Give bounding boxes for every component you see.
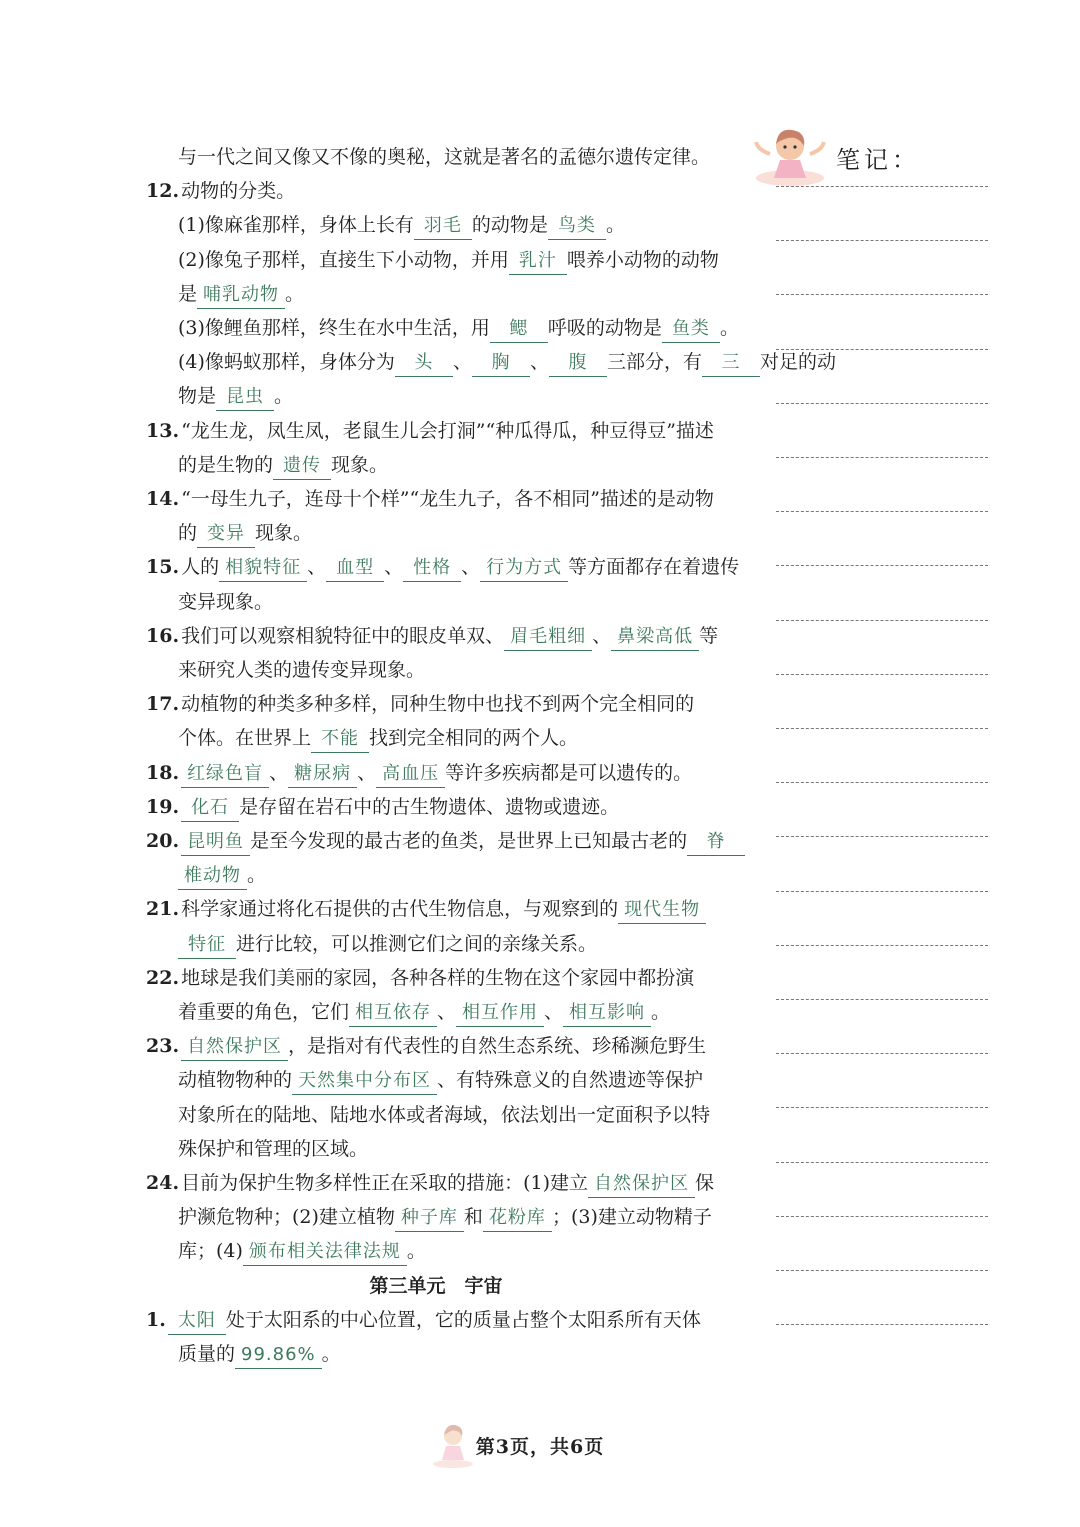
handwritten-answer: 种子库	[395, 1205, 464, 1232]
line-text: 和	[463, 1206, 483, 1229]
item-number: 21.	[146, 898, 180, 921]
text-line	[178, 858, 266, 892]
note-line	[776, 186, 988, 187]
line-text: 、	[544, 1001, 564, 1023]
line-text: 变异现象。	[178, 590, 274, 613]
text-line	[178, 927, 597, 961]
line-text: 、	[452, 351, 472, 374]
line-text: 现象。	[331, 453, 389, 476]
line-text: “一母生九子，连母十个样”“龙生九子，各不相同”描述的是动物	[181, 488, 714, 510]
text-line	[178, 1337, 341, 1371]
handwritten-answer: 99.86%	[235, 1342, 322, 1369]
text-line	[146, 892, 706, 926]
handwritten-answer: 自然保护区	[588, 1171, 695, 1198]
line-text: 、	[269, 761, 289, 784]
handwritten-answer: 羽毛	[414, 213, 472, 240]
handwritten-answer: 红绿色盲	[181, 761, 269, 788]
handwritten-answer: 相貌特征	[219, 555, 307, 582]
line-text: 殊保护和管理的区域。	[178, 1137, 369, 1160]
line-text: 护濒危物种；(2)建立植物	[178, 1206, 395, 1229]
handwritten-answer: 自然保护区	[181, 1034, 288, 1061]
note-line	[776, 782, 988, 783]
text-line	[146, 482, 714, 516]
note-line	[776, 1216, 988, 1217]
line-text: 进行比较，可以推测它们之间的亲缘关系。	[236, 932, 598, 955]
note-line	[776, 457, 988, 458]
line-text: 、	[357, 761, 377, 784]
handwritten-answer: 太阳	[168, 1308, 226, 1335]
handwritten-answer: 鸟类	[548, 213, 606, 240]
text-line	[178, 243, 719, 277]
line-text: 质量的	[178, 1343, 236, 1365]
text-line	[178, 311, 739, 345]
handwritten-answer: 颁布相关法律法规	[243, 1239, 407, 1266]
notes-title: 笔记：	[836, 146, 920, 174]
line-text: 是存留在岩石中的古生物遗体、遗物或遗迹。	[239, 795, 620, 818]
line-text: 。	[406, 1240, 426, 1263]
line-text: (1)像麻雀那样，身体上长有	[178, 214, 414, 237]
text-line	[146, 756, 692, 790]
line-text: 喂养小动物的动物	[566, 248, 719, 271]
handwritten-answer: 昆明鱼	[181, 829, 250, 856]
line-text: 、	[529, 351, 549, 374]
note-line	[776, 294, 988, 295]
line-text: 三部分，有	[606, 351, 702, 374]
handwritten-answer: 三	[702, 350, 760, 377]
text-line	[146, 1166, 714, 1200]
handwritten-answer: 乳汁	[509, 248, 567, 275]
line-text: 与一代之间又像又不像的奥秘，这就是著名的孟德尔遗传定律。	[178, 146, 711, 168]
line-text: 、	[307, 556, 327, 579]
text-line	[178, 345, 836, 379]
line-text: 。	[605, 214, 625, 237]
line-text: 、	[592, 624, 612, 647]
handwritten-answer: 不能	[311, 726, 369, 753]
line-text: 等许多疾病都是可以遗传的。	[445, 761, 693, 784]
line-text: 来研究人类的遗传变异现象。	[178, 659, 426, 681]
line-text: 是	[178, 282, 198, 305]
item-number: 1.	[146, 1308, 166, 1331]
line-text: 地球是我们美丽的家园，各种各样的生物在这个家园中都扮演	[181, 966, 695, 989]
note-line	[776, 674, 988, 675]
item-number: 20.	[146, 830, 180, 852]
line-text: “龙生龙，凤生凤，老鼠生儿会打洞”“种瓜得瓜，种豆得豆”描述	[181, 419, 714, 442]
line-text: 呼吸的动物是	[547, 317, 662, 339]
note-line	[776, 511, 988, 512]
handwritten-answer: 高血压	[376, 761, 445, 788]
line-text: 个体。在世界上	[178, 727, 312, 750]
handwritten-answer: 性格	[403, 555, 461, 582]
item-number: 12.	[146, 180, 180, 203]
item-number: 23.	[146, 1035, 180, 1058]
note-line	[776, 1053, 988, 1054]
line-text: 、	[461, 556, 481, 579]
line-text: 保	[694, 1172, 714, 1194]
handwritten-answer: 变异	[197, 521, 255, 548]
line-text: 等方面都存在着遗传	[568, 556, 740, 579]
line-text: 的动物是	[471, 214, 548, 237]
note-line	[776, 1107, 988, 1108]
line-text: 科学家通过将化石提供的古代生物信息，与观察到的	[181, 898, 619, 921]
line-text: 目前为保护生物多样性正在采取的措施：(1)建立	[181, 1172, 588, 1194]
note-line	[776, 1162, 988, 1163]
handwritten-answer: 鱼类	[662, 316, 720, 343]
handwritten-answer: 相互依存	[349, 1000, 437, 1027]
text-line	[178, 379, 293, 413]
text-line	[178, 516, 312, 550]
handwritten-answer: 鼻梁高低	[611, 624, 699, 651]
text-line	[178, 653, 425, 687]
item-number: 19.	[146, 795, 180, 818]
line-text: (3)像鲤鱼那样，终生在水中生活，用	[178, 317, 490, 339]
line-text: 动植物物种的	[178, 1069, 293, 1092]
handwritten-answer: 天然集中分布区	[292, 1068, 437, 1095]
handwritten-answer: 糖尿病	[288, 761, 357, 788]
handwritten-answer: 血型	[326, 555, 384, 582]
line-text: (2)像兔子那样，直接生下小动物，并用	[178, 248, 509, 271]
text-line	[178, 448, 388, 482]
handwritten-answer: 现代生物	[618, 897, 706, 924]
line-text: 。	[719, 317, 739, 339]
line-text: 。	[285, 282, 305, 305]
line-text: 。	[274, 385, 294, 408]
line-text: 对象所在的陆地、陆地水体或者海域，依法划出一定面积予以特	[178, 1103, 711, 1126]
handwritten-answer: 鳃	[490, 316, 548, 343]
note-line	[776, 1270, 988, 1271]
line-text: 是至今发现的最古老的鱼类，是世界上已知最古老的	[250, 830, 688, 852]
line-text: 库；(4)	[178, 1240, 243, 1263]
line-text: 动物的分类。	[181, 180, 296, 203]
note-line	[776, 620, 988, 621]
line-text: 、	[384, 556, 404, 579]
handwritten-answer: 胸	[472, 350, 530, 377]
item-number: 13.	[146, 419, 180, 442]
text-line	[178, 140, 710, 174]
handwritten-answer: 行为方式	[480, 555, 568, 582]
note-line	[776, 999, 988, 1000]
line-text: 。	[247, 864, 267, 887]
text-line	[178, 208, 625, 242]
text-line	[178, 1234, 426, 1268]
text-line	[146, 1303, 701, 1337]
line-text: 、有特殊意义的自然遗迹等保护	[437, 1069, 704, 1092]
line-text: 。	[321, 1343, 341, 1365]
handwritten-answer: 脊	[687, 829, 745, 856]
item-number: 14.	[146, 488, 180, 510]
text-line	[146, 174, 295, 208]
line-text: 我们可以观察相貌特征中的眼皮单双、	[181, 624, 505, 647]
handwritten-answer: 相互作用	[456, 1000, 544, 1027]
text-line	[178, 721, 578, 755]
line-text: 对足的动	[759, 351, 836, 374]
handwritten-answer: 遗传	[273, 453, 331, 480]
text-line	[178, 277, 304, 311]
handwritten-answer: 椎动物	[178, 863, 247, 890]
line-text: (4)像蚂蚁那样，身体分为	[178, 351, 395, 374]
note-line	[776, 836, 988, 837]
fairy-mascot-icon	[748, 120, 832, 194]
handwritten-answer: 特征	[178, 932, 236, 959]
text-line	[146, 824, 745, 858]
item-number: 24.	[146, 1172, 180, 1194]
line-text: ；(3)建立动物精子	[551, 1206, 712, 1229]
line-text: 物是	[178, 385, 217, 408]
text-line	[178, 1063, 703, 1097]
handwritten-answer: 头	[395, 350, 453, 377]
note-line	[776, 565, 988, 566]
handwritten-answer: 相互影响	[563, 1000, 651, 1027]
line-text: 等	[699, 624, 719, 647]
note-line	[776, 240, 988, 241]
line-text: 的	[178, 522, 198, 545]
line-text: 的是生物的	[178, 453, 274, 476]
handwritten-answer: 昆虫	[216, 384, 274, 411]
line-text: 现象。	[255, 522, 313, 545]
item-number: 16.	[146, 624, 180, 647]
text-line	[178, 995, 670, 1029]
line-text: 。	[651, 1001, 671, 1023]
note-line	[776, 945, 988, 946]
line-text: ，是指对有代表性的自然生态系统、珍稀濒危野生	[288, 1035, 707, 1058]
text-line	[178, 1098, 710, 1132]
line-text: 找到完全相同的两个人。	[369, 727, 579, 750]
text-line	[146, 961, 694, 995]
text-line	[178, 1132, 368, 1166]
item-number: 22.	[146, 966, 180, 989]
line-text: 动植物的种类多种多样，同种生物中也找不到两个完全相同的	[181, 693, 695, 716]
note-line	[776, 1324, 988, 1325]
item-number: 17.	[146, 693, 180, 716]
text-line	[146, 550, 739, 584]
text-line	[178, 1200, 712, 1234]
note-line	[776, 891, 988, 892]
handwritten-answer: 花粉库	[483, 1205, 552, 1232]
line-text: 人的	[181, 556, 220, 579]
handwritten-answer: 腹	[549, 350, 607, 377]
text-line	[146, 619, 718, 653]
item-number: 18.	[146, 761, 180, 784]
note-line	[776, 403, 988, 404]
unit-title: 第三单元 宇宙	[369, 1274, 503, 1297]
line-text: 着重要的角色，它们	[178, 1001, 350, 1023]
handwritten-answer: 眉毛粗细	[504, 624, 592, 651]
text-line	[146, 687, 694, 721]
text-line	[146, 414, 714, 448]
text-line	[146, 790, 619, 824]
text-line	[178, 585, 273, 619]
item-number: 15.	[146, 556, 180, 579]
note-line	[776, 728, 988, 729]
handwritten-answer: 化石	[181, 795, 239, 822]
text-line	[146, 1029, 706, 1063]
line-text: 处于太阳系的中心位置，它的质量占整个太阳系所有天体	[225, 1308, 701, 1331]
handwritten-answer: 哺乳动物	[197, 282, 285, 309]
page-footer: 第3页，共6页	[475, 1436, 605, 1458]
line-text: 、	[437, 1001, 457, 1023]
